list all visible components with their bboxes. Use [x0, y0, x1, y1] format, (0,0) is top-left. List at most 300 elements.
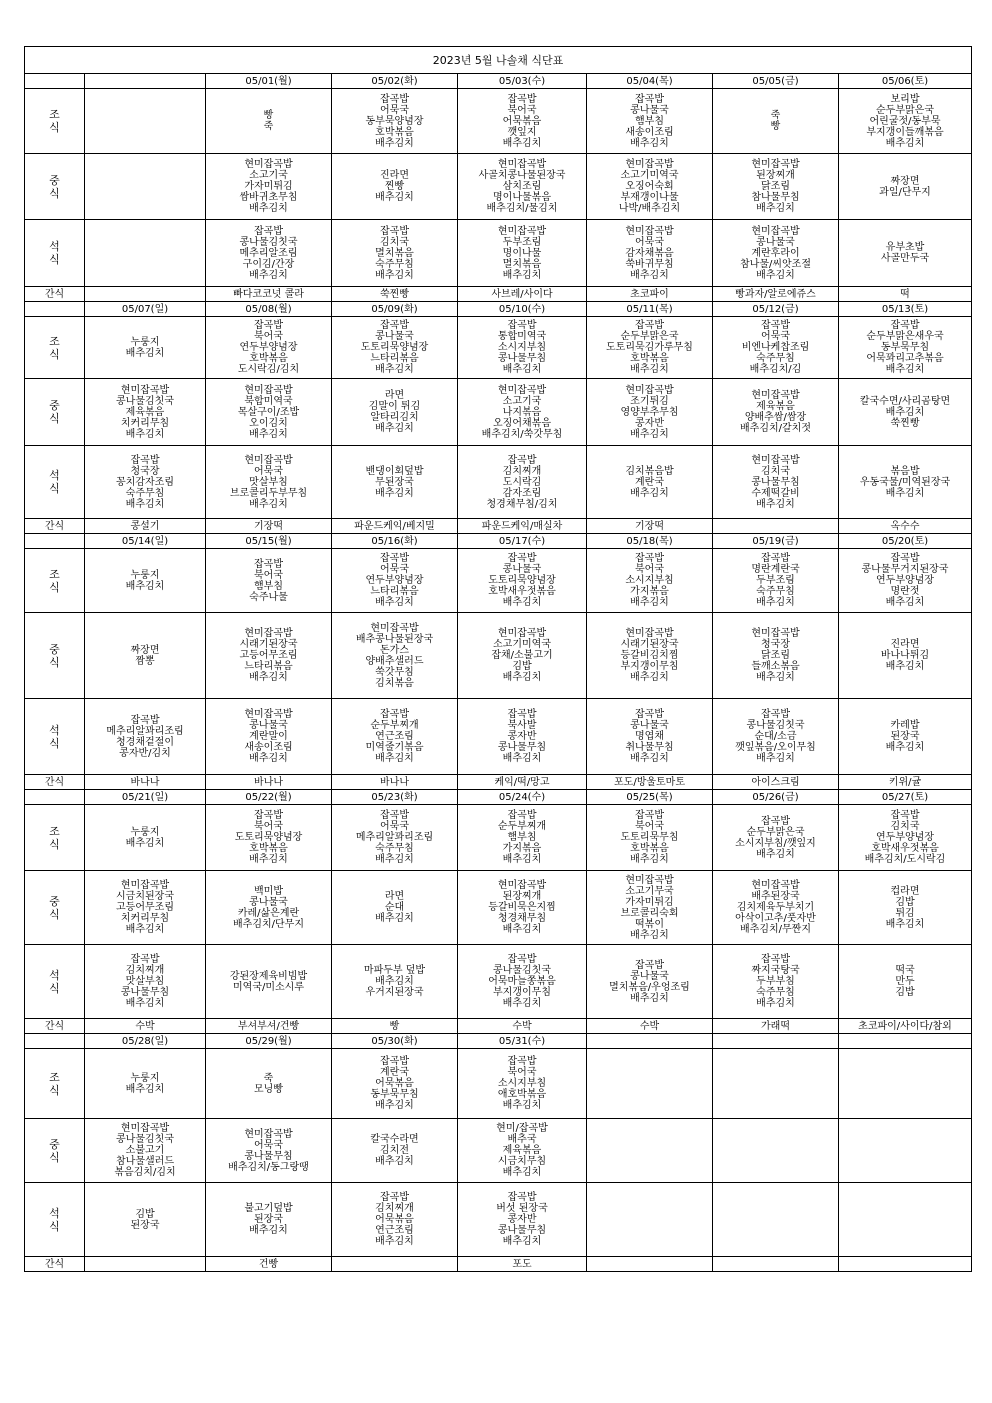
menu-item: 김치국	[761, 465, 790, 477]
date-cell: 05/14(일)	[85, 534, 206, 549]
menu-item: 계란말이	[249, 731, 288, 742]
menu-item: 콩나물국	[630, 720, 669, 731]
meal-plan-table	[24, 46, 972, 1272]
menu-item: 연두부양념장	[876, 575, 934, 586]
menu-item: 잡곡밥	[890, 553, 920, 564]
menu-cell	[839, 220, 972, 287]
snack-cell	[332, 1257, 458, 1272]
lunch-label	[25, 154, 85, 220]
menu-cell	[713, 699, 839, 775]
menu-item: 가지볶음	[502, 843, 542, 854]
menu-item: 김치찌개	[125, 965, 165, 976]
menu-item: 깻잎볶음/오이무침	[735, 742, 816, 753]
menu-item: 호박볶음	[249, 843, 288, 854]
menu-item: 칼국수면/사리곰탕면	[859, 395, 951, 407]
menu-cell	[713, 154, 839, 220]
menu-item: 콩나물무침	[244, 1150, 293, 1162]
menu-item: 배추김치	[249, 203, 288, 214]
lunch-label-char: 중	[49, 399, 60, 412]
snack-cell: 수박	[587, 1019, 713, 1034]
snack-label: 간식	[25, 1019, 85, 1034]
menu-item: 현미잡곡밥	[751, 880, 800, 891]
menu-cell	[332, 699, 458, 775]
menu-item: 새송이조림	[625, 126, 674, 138]
menu-item: 부재갱이나물	[620, 192, 679, 203]
menu-item: 현미잡곡밥	[625, 628, 674, 639]
menu-item: 명이나물볶음	[493, 192, 551, 203]
menu-item: 배추김치	[125, 998, 165, 1009]
menu-item: 현미잡곡밥	[751, 225, 800, 237]
lunch-label	[25, 613, 85, 699]
menu-item: 두부조림	[502, 236, 542, 248]
snack-cell: 바나나	[85, 775, 206, 790]
snack-cell: 부셔부셔/건빵	[206, 1019, 332, 1034]
menu-cell	[85, 154, 206, 220]
menu-item: 순두부맑은국	[876, 104, 934, 116]
menu-item: 배추김치	[125, 580, 165, 592]
breakfast-label-char: 식	[49, 1083, 60, 1097]
menu-item: 북어국	[507, 104, 537, 116]
menu-item: 현미잡곡밥	[751, 454, 800, 466]
snack-cell: 바나나	[332, 775, 458, 790]
menu-item: 김치찌개	[375, 1203, 414, 1214]
menu-item: 순대	[384, 902, 405, 913]
menu-cell	[587, 379, 713, 446]
menu-cell	[458, 446, 587, 519]
menu-cell	[332, 871, 458, 945]
date-cell: 05/09(화)	[332, 302, 458, 317]
menu-item: 김치볶음밥	[625, 465, 674, 477]
menu-item: 제육볶음	[125, 406, 165, 418]
breakfast-label-char: 조	[49, 108, 60, 121]
menu-item: 숙주무침	[375, 843, 414, 854]
menu-item: 콩자반	[507, 731, 537, 742]
snack-cell: 케익/떡/망고	[458, 775, 587, 790]
menu-item: 느타리볶음	[370, 586, 419, 597]
breakfast-row	[25, 89, 972, 154]
lunch-label-char: 중	[49, 1137, 60, 1151]
menu-item: 배추김치/도시락김	[864, 854, 946, 865]
menu-cell	[713, 89, 839, 154]
menu-item: 어묵볶음	[375, 1214, 414, 1225]
menu-cell	[206, 379, 332, 446]
menu-item: 카레/삶은계란	[237, 907, 300, 919]
menu-item: 소불고기	[125, 1145, 165, 1156]
snack-cell: 포도/방울토마토	[587, 775, 713, 790]
menu-item: 연두부양념장	[239, 342, 298, 353]
menu-cell	[713, 613, 839, 699]
date-cell: 05/30(화)	[332, 1034, 458, 1049]
menu-item: 배추김치	[756, 998, 795, 1009]
date-cell: 05/03(수)	[458, 74, 587, 89]
menu-item: 잡곡밥	[380, 93, 409, 105]
menu-item: 잡곡밥	[635, 810, 664, 821]
date-row	[25, 74, 972, 89]
menu-item: 배추김치	[375, 1156, 414, 1167]
menu-cell	[332, 317, 458, 379]
menu-item: 배추김치	[125, 428, 165, 440]
menu-item: 배추김치	[885, 487, 925, 499]
lunch-label-char: 식	[49, 412, 60, 425]
date-cell: 05/31(수)	[458, 1034, 587, 1049]
menu-item: 순두부찌개	[370, 720, 419, 731]
menu-cell	[85, 89, 206, 154]
menu-item: 연근조림	[375, 1225, 414, 1236]
menu-cell	[839, 871, 972, 945]
menu-cell	[332, 549, 458, 613]
menu-item: 칼국수라면	[370, 1134, 419, 1145]
menu-item: 숙주나물	[249, 591, 288, 603]
menu-item: 등갈비김치찜	[620, 650, 679, 661]
breakfast-label	[25, 549, 85, 613]
menu-cell	[332, 945, 458, 1019]
menu-item: 취나물무침	[625, 742, 674, 753]
menu-item: 떡볶이	[635, 918, 664, 930]
menu-cell	[458, 220, 587, 287]
menu-cell	[839, 699, 972, 775]
dinner-label-char: 식	[49, 981, 60, 995]
snack-row	[25, 519, 972, 534]
menu-item: 햄부침	[254, 580, 283, 592]
dinner-label-char: 석	[49, 240, 60, 253]
menu-item: 잡곡밥	[254, 558, 283, 570]
menu-item: 잡곡밥	[761, 954, 790, 965]
menu-item: 라면	[384, 891, 405, 902]
date-cell: 05/27(토)	[839, 790, 972, 805]
snack-cell: 사브레/사이다	[458, 287, 587, 302]
menu-item: 청경채무침/김치	[486, 498, 558, 510]
menu-item: 현미잡곡밥	[244, 1128, 293, 1140]
dinner-row	[25, 945, 972, 1019]
date-cell: 05/01(월)	[206, 74, 332, 89]
menu-cell	[458, 1049, 587, 1119]
menu-item: 배추김치	[502, 854, 542, 865]
menu-item: 콩나물김칫국	[239, 236, 298, 248]
menu-item: 잡곡밥	[507, 709, 537, 720]
menu-item: 브로콜리두부무침	[229, 487, 308, 499]
menu-item: 숙주무침	[756, 586, 795, 597]
menu-item: 배추김치	[630, 364, 669, 375]
menu-item: 진라면	[890, 639, 920, 650]
snack-row	[25, 1019, 972, 1034]
menu-item: 잡곡밥	[635, 553, 664, 564]
menu-item: 숙주무침	[375, 258, 414, 270]
menu-item: 현미잡곡밥	[497, 159, 547, 170]
menu-item: 배추김치	[502, 137, 542, 149]
menu-item: 배추김치	[375, 364, 414, 375]
menu-item: 소고기미역국	[620, 170, 679, 181]
menu-item: 계란후라이	[751, 247, 800, 259]
menu-cell	[839, 89, 972, 154]
menu-item: 부지갱이무침	[493, 987, 551, 998]
menu-item: 잡채/소불고기	[491, 650, 553, 661]
menu-item: 배추콩나물된장국	[355, 633, 434, 645]
corner-cell	[25, 1034, 85, 1049]
snack-cell: 건빵	[206, 1257, 332, 1272]
menu-cell	[713, 549, 839, 613]
menu-item: 닭조림	[761, 181, 790, 192]
menu-item: 호박볶음	[630, 843, 669, 854]
menu-item: 김치전	[380, 1145, 409, 1156]
menu-cell	[458, 154, 587, 220]
menu-item: 소시지부침	[497, 342, 547, 353]
menu-item: 감자조림	[502, 487, 542, 499]
menu-item: 배추김치	[885, 406, 925, 418]
menu-cell	[587, 945, 713, 1019]
menu-cell	[587, 613, 713, 699]
menu-item: 된장찌개	[502, 891, 542, 902]
menu-cell	[587, 317, 713, 379]
menu-item: 브로콜리숙회	[620, 907, 679, 919]
menu-cell	[587, 220, 713, 287]
menu-item: 잡곡밥	[254, 320, 283, 331]
menu-item: 명란젓	[890, 586, 920, 597]
menu-cell	[587, 1119, 713, 1183]
snack-cell: 쑥찐빵	[332, 287, 458, 302]
menu-item: 순두부맑은새우국	[866, 331, 944, 342]
menu-item: 김밥	[512, 661, 532, 672]
menu-item: 느타리볶음	[370, 353, 419, 364]
snack-cell: 빵과자/알로에쥬스	[713, 287, 839, 302]
menu-cell	[85, 1049, 206, 1119]
menu-item: 된장국	[890, 731, 920, 742]
menu-item: 배추김치	[502, 1167, 542, 1178]
menu-item: 배추김치	[885, 742, 925, 753]
menu-item: 배추김치	[630, 672, 669, 683]
menu-item: 만두	[895, 976, 915, 987]
menu-item: 통합미역국	[497, 331, 547, 342]
menu-item: 참나물무침	[751, 192, 800, 203]
menu-item: 라면	[384, 390, 405, 401]
menu-item: 느타리볶음	[244, 661, 293, 672]
date-cell: 05/26(금)	[713, 790, 839, 805]
date-cell: 05/16(화)	[332, 534, 458, 549]
menu-item: 햄부침	[507, 832, 537, 843]
menu-item: 고등어무조림	[116, 902, 174, 913]
menu-item: 어묵국	[380, 104, 409, 116]
menu-item: 등갈비묵은지찜	[488, 902, 556, 913]
menu-item: 어묵국	[254, 1139, 283, 1151]
menu-item: 숙주무침	[125, 487, 165, 499]
dinner-label-char: 식	[49, 1219, 60, 1233]
dinner-label-char: 석	[49, 1206, 60, 1220]
menu-cell	[206, 1183, 332, 1257]
lunch-label	[25, 1119, 85, 1183]
menu-item: 배추김치	[756, 498, 795, 510]
menu-item: 도토리묵양념장	[488, 575, 556, 586]
menu-item: 배추김치	[502, 753, 542, 764]
snack-cell: 바나나	[206, 775, 332, 790]
lunch-row	[25, 154, 972, 220]
menu-item: 짜장면	[890, 175, 920, 187]
menu-item: 누룽지	[130, 1072, 160, 1084]
lunch-row	[25, 613, 972, 699]
menu-item: 소고기국	[249, 170, 288, 181]
menu-item: 현미잡곡밥	[244, 454, 293, 466]
menu-item: 콩나물국	[756, 236, 795, 248]
menu-item: 배추김치	[375, 269, 414, 281]
menu-item: 북어국	[507, 1067, 537, 1078]
snack-label: 간식	[25, 519, 85, 534]
menu-cell	[839, 1183, 972, 1257]
menu-cell	[206, 1119, 332, 1183]
menu-item: 진라면	[380, 170, 409, 181]
date-cell: 05/08(월)	[206, 302, 332, 317]
menu-cell	[206, 317, 332, 379]
menu-cell	[587, 699, 713, 775]
menu-item: 콩나물국	[375, 331, 414, 342]
menu-item: 도시락김/김치	[237, 364, 300, 375]
menu-cell	[713, 220, 839, 287]
menu-item: 배추김치/무짠지	[740, 924, 811, 935]
menu-item: 배추김치	[502, 924, 542, 935]
menu-item: 현미잡곡밥	[497, 225, 547, 237]
date-cell: 05/07(일)	[85, 302, 206, 317]
lunch-row	[25, 379, 972, 446]
menu-cell	[587, 1183, 713, 1257]
snack-cell	[839, 1257, 972, 1272]
menu-item: 도토리묵무침	[620, 832, 679, 843]
menu-item: 숙주무침	[756, 987, 795, 998]
menu-item: 배추김치	[756, 203, 795, 214]
menu-item: 현미잡곡밥	[120, 384, 170, 396]
menu-item: 김치제육두부치기	[736, 902, 815, 913]
menu-item: 어묵볶음	[502, 115, 542, 127]
menu-item: 계란국	[635, 476, 664, 488]
menu-item: 소고기미역국	[493, 639, 551, 650]
date-cell: 05/17(수)	[458, 534, 587, 549]
menu-item: 현미잡곡밥	[625, 384, 674, 396]
menu-item: 순두부맑은국	[746, 826, 805, 838]
menu-item: 쑥바귀무침	[625, 258, 674, 270]
menu-item: 어묵국	[380, 821, 409, 832]
date-cell: 05/10(수)	[458, 302, 587, 317]
menu-item: 순두부맑은국	[620, 331, 679, 342]
menu-cell	[332, 379, 458, 446]
lunch-row	[25, 871, 972, 945]
menu-item: 배추김치	[375, 1236, 414, 1247]
date-cell: 05/04(목)	[587, 74, 713, 89]
menu-item: 잡곡밥	[507, 454, 537, 466]
menu-item: 현미잡곡밥	[497, 628, 547, 639]
menu-cell	[587, 549, 713, 613]
menu-item: 돈가스	[380, 644, 409, 656]
lunch-label	[25, 871, 85, 945]
menu-item: 청경채겉절이	[116, 736, 174, 748]
menu-item: 김말이 튀김	[368, 401, 421, 412]
menu-cell	[85, 871, 206, 945]
menu-item: 배추김치	[249, 854, 288, 865]
snack-cell: 수박	[85, 1019, 206, 1034]
menu-cell	[713, 1049, 839, 1119]
menu-item: 알타리김치	[370, 412, 419, 423]
menu-item: 마파두부 덮밥	[363, 965, 426, 976]
menu-item: 짜지국탕국	[751, 965, 800, 976]
menu-item: 오징어숙회	[625, 181, 674, 192]
menu-cell	[332, 613, 458, 699]
menu-item: 현미잡곡밥	[751, 390, 800, 401]
snack-cell: 키위/귤	[839, 775, 972, 790]
menu-item: 배추김치	[502, 998, 542, 1009]
menu-item: 배추김치	[375, 597, 414, 608]
menu-item: 잡곡밥	[130, 454, 160, 466]
menu-item: 소고기국	[502, 395, 542, 407]
menu-item: 잡곡밥	[635, 709, 664, 720]
menu-item: 현미잡곡밥	[751, 159, 800, 170]
menu-item: 북어국	[635, 821, 664, 832]
menu-item: 호박새우젓볶음	[488, 586, 556, 597]
menu-item: 현미잡곡밥	[497, 384, 547, 396]
menu-item: 동부묵무침	[370, 1089, 419, 1100]
menu-item: 잡곡밥	[507, 320, 537, 331]
snack-cell	[85, 1257, 206, 1272]
menu-item: 치커리무침	[120, 913, 170, 924]
menu-item: 북어국	[254, 331, 283, 342]
snack-cell: 수박	[458, 1019, 587, 1034]
date-row	[25, 302, 972, 317]
menu-item: 배추김치/동그랑땡	[228, 1161, 309, 1173]
date-cell	[85, 74, 206, 89]
menu-item: 나지볶음	[502, 406, 542, 418]
menu-item: 참나물샐러드	[116, 1156, 174, 1167]
menu-item: 배추김치	[756, 753, 795, 764]
menu-item: 도토리묵김가루무침	[606, 342, 693, 353]
date-cell: 05/28(일)	[85, 1034, 206, 1049]
menu-item: 시래기된장국	[620, 639, 679, 650]
menu-item: 도시락김	[502, 476, 542, 488]
menu-item: 현미잡곡밥	[370, 622, 419, 634]
menu-item: 콩나물김칫국	[116, 1134, 174, 1145]
menu-item: 아삭이고추/풋자반	[735, 913, 816, 924]
menu-cell	[458, 89, 587, 154]
menu-item: 배추김치	[630, 487, 669, 499]
menu-item: 현미잡곡밥	[120, 880, 170, 891]
menu-item: 잡곡밥	[380, 1192, 409, 1203]
menu-item: 배추김치	[125, 837, 165, 849]
snack-cell: 떡	[839, 287, 972, 302]
menu-item: 배추김치	[249, 1225, 288, 1236]
menu-item: 콩나물무거지된장국	[861, 564, 949, 575]
menu-cell	[206, 446, 332, 519]
menu-item: 죽	[263, 121, 274, 132]
menu-item: 현미잡곡밥	[120, 1123, 170, 1134]
menu-cell	[85, 945, 206, 1019]
menu-item: 배추김치	[756, 269, 795, 281]
snack-cell: 초코파이/사이다/참외	[839, 1019, 972, 1034]
menu-item: 배추김치	[885, 364, 925, 375]
menu-item: 콩나물국	[630, 104, 669, 116]
snack-label: 간식	[25, 1257, 85, 1272]
menu-item: 떡국	[895, 965, 915, 976]
menu-item: 명란계란국	[751, 564, 800, 575]
dinner-row	[25, 220, 972, 287]
lunch-label-char: 중	[49, 642, 60, 656]
menu-item: 빵	[770, 121, 781, 132]
menu-cell	[332, 1049, 458, 1119]
dinner-label-char: 석	[49, 968, 60, 982]
menu-item: 구이김/간장	[242, 258, 295, 270]
menu-item: 순두부찌개	[497, 821, 547, 832]
date-cell: 05/21(일)	[85, 790, 206, 805]
menu-cell	[458, 613, 587, 699]
menu-cell	[713, 1183, 839, 1257]
menu-item: 가자미튀김	[625, 896, 674, 908]
menu-item: 배추김치	[125, 924, 165, 935]
snack-cell: 콩설기	[85, 519, 206, 534]
menu-cell	[206, 549, 332, 613]
menu-item: 배추김치	[125, 347, 165, 359]
date-cell: 05/11(목)	[587, 302, 713, 317]
